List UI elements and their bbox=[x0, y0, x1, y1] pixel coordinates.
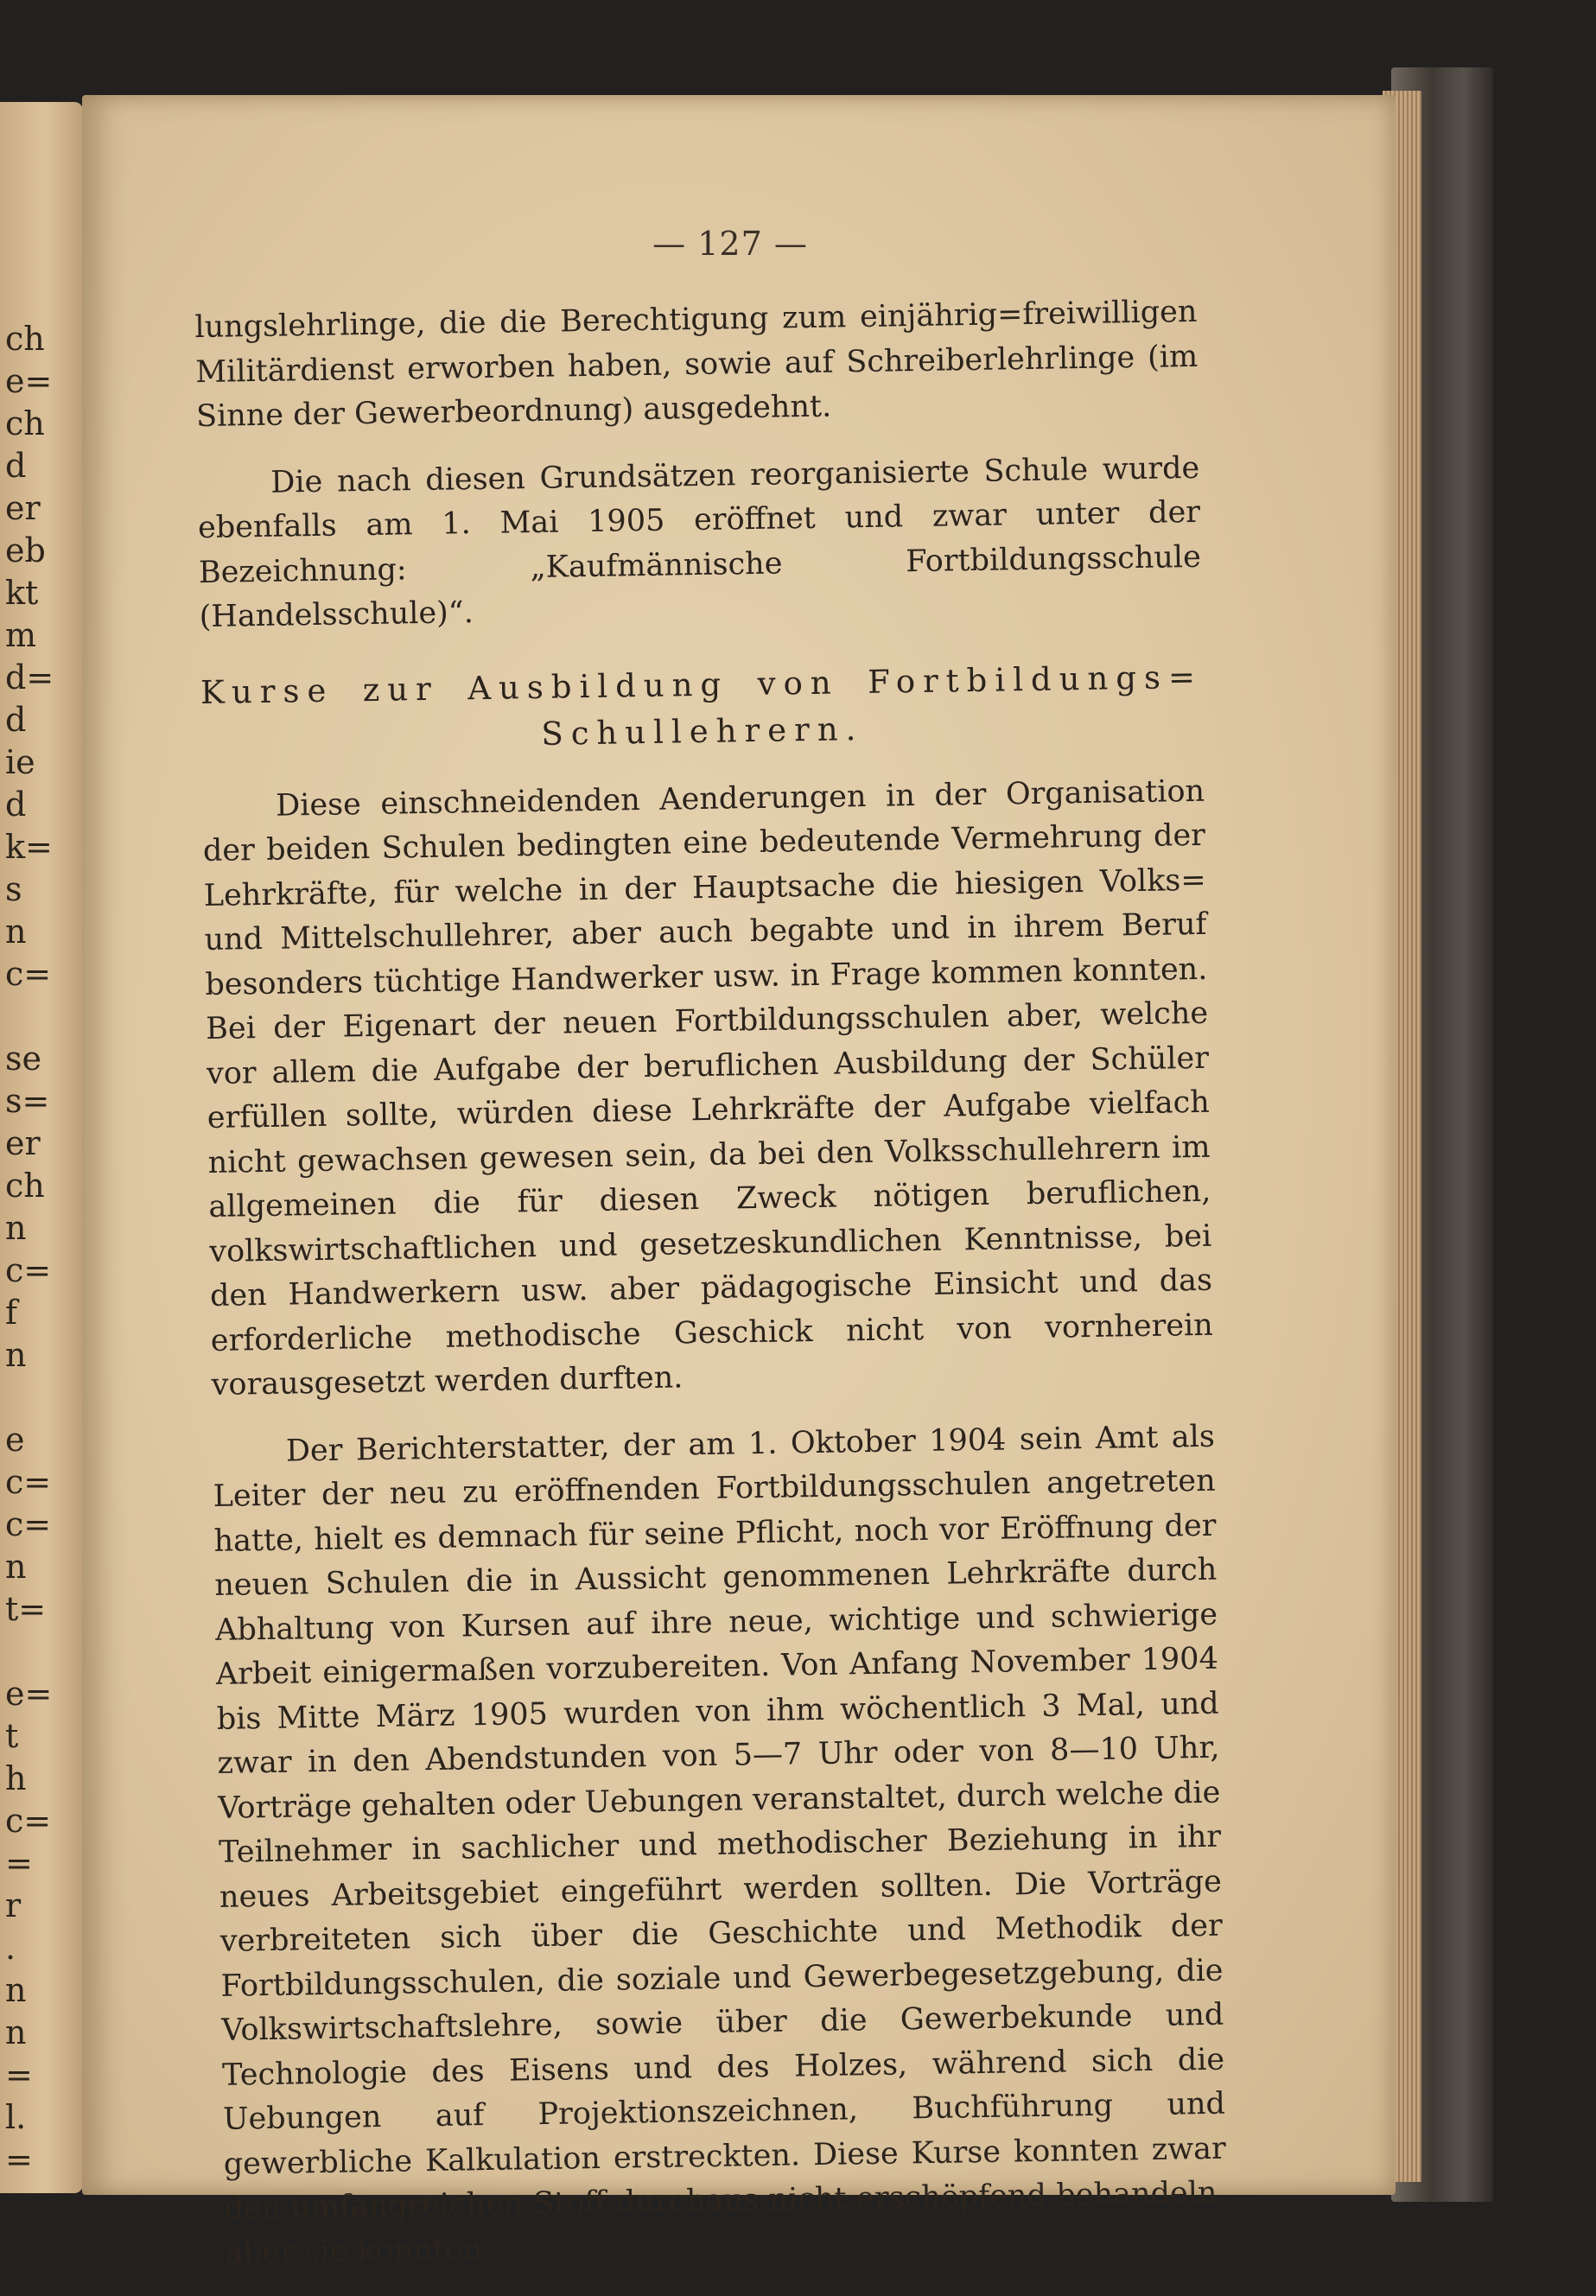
left-fragment bbox=[5, 1377, 74, 1419]
left-fragment: er bbox=[5, 1124, 41, 1162]
left-fragment: c= bbox=[5, 1802, 52, 1840]
section-heading bbox=[200, 653, 1205, 762]
left-fragment: d bbox=[5, 701, 27, 739]
left-fragment: eb bbox=[5, 531, 46, 569]
left-fragment: d bbox=[5, 447, 27, 485]
left-fragment: s bbox=[5, 870, 22, 908]
left-fragment: . bbox=[5, 1929, 16, 1967]
left-fragment: n bbox=[5, 1209, 27, 1247]
left-fragment: f bbox=[5, 1294, 18, 1332]
left-fragment: r bbox=[5, 1886, 22, 1924]
section-heading-line: Schullehrern. bbox=[541, 709, 864, 753]
left-fragment: ch bbox=[5, 320, 45, 358]
left-fragment bbox=[5, 995, 74, 1038]
left-fragment: c= bbox=[5, 955, 52, 993]
left-fragment: ch bbox=[5, 404, 45, 442]
left-fragment: m bbox=[5, 616, 37, 654]
left-page-fragments bbox=[5, 318, 74, 2181]
left-fragment: n bbox=[5, 1971, 27, 2009]
page-body bbox=[194, 290, 1228, 2276]
paragraph: Diese einschneidenden Aenderungen in der Organisation der beiden Schulen bedingten eine bedeutende Vermehrung der Lehrkräfte, für welche in der Hauptsache die hiesigen Volks= und Mittelschullehrer, aber auch begabte und in ihrem Beruf besonders tüchtige Handwerker usw. in Frage kommen konnten. Bei der Eigenart der neuen Fortbildungsschulen aber, welche vor allem die Aufgabe der beruflichen Ausbildung der Schüler erfüllen sollte, würden diese Lehrkräfte der Aufgabe vielfach nicht gewachsen gewesen sein, da bei den Volksschullehrern im allgemeinen die für diesen Zweck nötigen beruflichen, volkswirtschaftlichen und gesetzeskundlichen Kenntnisse, bei den Handwerkern usw. aber pädagogische Einsicht und das erforderliche methodische Geschick nicht von vornherein vorausgesetzt werden durften. bbox=[202, 773, 1214, 1402]
left-fragment: = bbox=[5, 1844, 33, 1882]
left-fragment: c= bbox=[5, 1505, 52, 1543]
left-fragment: ch bbox=[5, 1167, 45, 1205]
paragraph-continuation: lungslehrlinge, die die Berechtigung zum einjährig=freiwilligen Militärdienst erworben haben, sowie auf Schreiberlehrlinge (im Sinne der Gewerbeordnung) ausgedehnt. bbox=[194, 294, 1199, 435]
left-fragment: n bbox=[5, 913, 27, 951]
left-fragment: h bbox=[5, 1759, 27, 1797]
paragraph: Die nach diesen Grundsätzen reorganisierte Schule wurde ebenfalls am 1. Mai 1905 eröffnet und zwar unter der Bezeichnung: „Kaufmännische Fortbildungsschule (Handelsschule)“. bbox=[197, 450, 1202, 635]
book-page bbox=[82, 95, 1396, 2271]
left-fragment: k= bbox=[5, 828, 53, 866]
left-fragment: = bbox=[5, 2056, 33, 2094]
left-fragment: kt bbox=[5, 574, 39, 612]
left-fragment: n bbox=[5, 1548, 27, 1586]
left-fragment: l. bbox=[5, 2098, 27, 2136]
left-fragment: t= bbox=[5, 1590, 47, 1628]
left-fragment: e= bbox=[5, 362, 53, 400]
left-fragment: s= bbox=[5, 1082, 50, 1120]
left-fragment: n bbox=[5, 2013, 27, 2051]
left-page-edge bbox=[0, 102, 83, 2193]
left-fragment: ie bbox=[5, 743, 35, 781]
left-fragment: = bbox=[5, 2140, 33, 2178]
left-fragment: d= bbox=[5, 658, 54, 696]
left-fragment: e= bbox=[5, 1675, 53, 1713]
page-number: — 127 — bbox=[652, 225, 808, 263]
left-fragment: e bbox=[5, 1421, 25, 1459]
left-fragment: c= bbox=[5, 1251, 52, 1289]
left-fragment: t bbox=[5, 1717, 19, 1755]
left-fragment: se bbox=[5, 1040, 41, 1078]
paragraph: Der Berichterstatter, der am 1. Oktober 1904 sein Amt als Leiter der neu zu eröffnenden Fortbildungsschulen angetreten hatte, hielt es demnach für seine Pflicht, noch vor Eröffnung der neuen Schulen die in Aussicht genommenen Lehrkräfte durch Abhaltung von Kursen auf ihre neue, wichtige und schwierige Arbeit einigermaßen vorzubereiten. Von Anfang November 1904 bis Mitte März 1905 wurden von ihm wöchentlich 3 Mal, und zwar in den Abendstunden von 5—7 Uhr oder von 8—10 Uhr, Vorträge gehalten oder Uebungen veranstaltet, durch welche die Teilnehmer in sachlicher und methodischer Beziehung in ihr neues Arbeitsgebiet eingeführt werden sollten. Die Vorträge verbreiteten sich über die Geschichte und Methodik der Fortbildungsschulen, die soziale und Gewerbegesetzgebung, die Volkswirtschaftslehre, sowie über die Gewerbekunde und Technologie des Eisens und des Holzes, während sich die Uebungen auf Projektionszeichnen, Buchführung und gewerbliche Kalkulation erstreckten. Diese Kurse konnten zwar den umfangreichen Stoff durchaus nicht erschöpfend behandeln, aber sie konnten bbox=[213, 1419, 1227, 2271]
left-fragment: c= bbox=[5, 1463, 52, 1501]
left-fragment: d bbox=[5, 785, 27, 824]
left-fragment: n bbox=[5, 1336, 27, 1374]
left-fragment bbox=[5, 1631, 74, 1673]
section-heading-line: Kurse zur Ausbildung von Fortbildungs= bbox=[200, 658, 1204, 711]
left-fragment: er bbox=[5, 489, 41, 527]
